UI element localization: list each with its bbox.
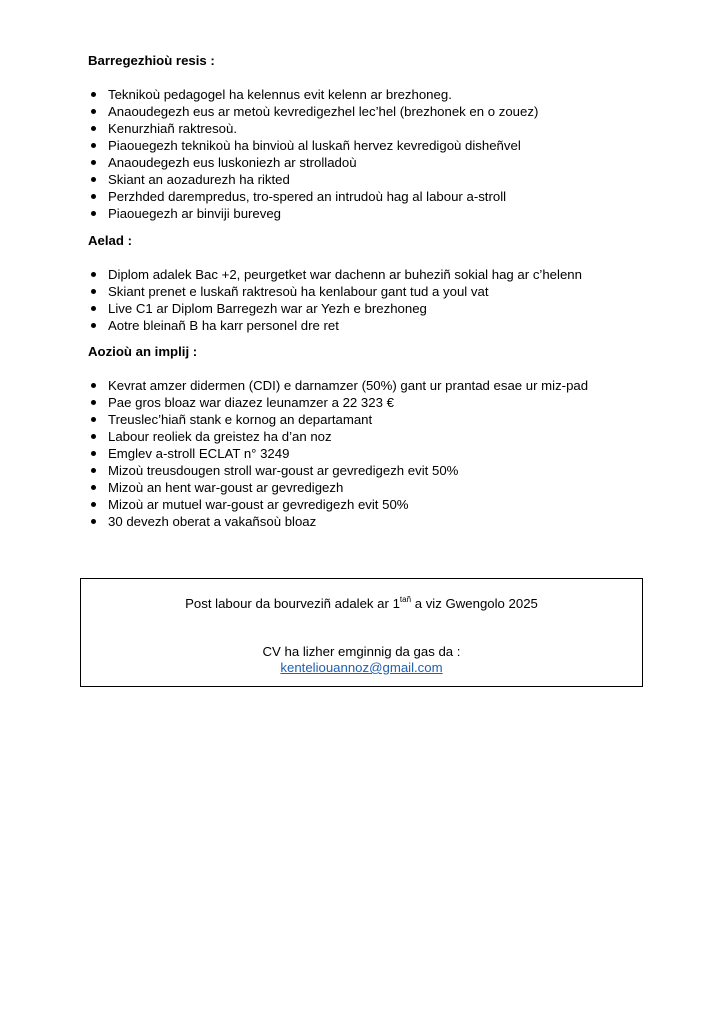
bullet-list	[88, 86, 648, 222]
bullet-icon	[91, 468, 96, 473]
list-item: Skiant prenet e luskañ raktresoù ha kenlabour gant tud a youl vat	[88, 283, 648, 300]
list-item: Mizoù an hent war-goust ar gevredigezh	[88, 479, 648, 496]
list-item: Anaoudegezh eus ar metoù kevredigezhel lec’hel (brezhonek en o zouez)	[88, 103, 648, 120]
list-item: Live C1 ar Diplom Barregezh war ar Yezh e brezhoneg	[88, 300, 648, 317]
contact-box	[80, 578, 643, 687]
bullet-icon	[91, 502, 96, 507]
section-heading: Barregezhioù resis :	[88, 53, 215, 68]
section-conditions	[88, 343, 648, 530]
bullet-icon	[91, 177, 96, 182]
list-item: Piaouegezh teknikoù ha binvioù al luskañ hervez kevredigoù disheñvel	[88, 137, 648, 154]
list-item: Emglev a-stroll ECLAT n° 3249	[88, 445, 648, 462]
bullet-icon	[91, 306, 96, 311]
bullet-icon	[91, 417, 96, 422]
bullet-icon	[91, 109, 96, 114]
list-item: Mizoù treusdougen stroll war-goust ar gevredigezh evit 50%	[88, 462, 648, 479]
list-item: Pae gros bloaz war diazez leunamzer a 22 323 €	[88, 394, 648, 411]
email-link[interactable]: kenteliouannoz@gmail.com	[280, 660, 443, 675]
list-item: Anaoudegezh eus luskoniezh ar strolladoù	[88, 154, 648, 171]
application-instruction: CV ha lizher emginnig da gas da :	[262, 644, 461, 659]
list-item: Kenurzhiañ raktresoù.	[88, 120, 648, 137]
bullet-icon	[91, 434, 96, 439]
bullet-icon	[91, 383, 96, 388]
bullet-icon	[91, 519, 96, 524]
bullet-icon	[91, 451, 96, 456]
list-item: Aotre bleinañ B ha karr personel dre ret	[88, 317, 648, 334]
list-item: Diplom adalek Bac +2, peurgetket war dachenn ar buheziñ sokial hag ar c’helenn	[88, 266, 648, 283]
bullet-icon	[91, 400, 96, 405]
bullet-icon	[91, 143, 96, 148]
list-item: Kevrat amzer didermen (CDI) e darnamzer (50%) gant ur prantad esae ur miz-pad	[88, 377, 648, 394]
section-heading: Aozioù an implij :	[88, 344, 198, 359]
list-item: Labour reoliek da greistez ha d’an noz	[88, 428, 648, 445]
list-item: Teknikoù pedagogel ha kelennus evit kelenn ar brezhoneg.	[88, 86, 648, 103]
list-item: 30 devezh oberat a vakañsoù bloaz	[88, 513, 648, 530]
bullet-list	[88, 377, 648, 530]
section-profile	[88, 232, 648, 334]
bullet-icon	[91, 485, 96, 490]
list-item: Skiant an aozadurezh ha rikted	[88, 171, 648, 188]
bullet-icon	[91, 126, 96, 131]
bullet-icon	[91, 323, 96, 328]
email-line	[81, 659, 642, 676]
section-skills	[88, 52, 648, 222]
list-item: Piaouegezh ar binviji bureveg	[88, 205, 648, 222]
start-date-line: Post labour da bourveziñ adalek ar $1^{tañ}$ a viz Gwengolo 2025	[185, 595, 538, 611]
bullet-icon	[91, 160, 96, 165]
list-item: Perzhded darempredus, tro-spered an intrudoù hag al labour a-stroll	[88, 188, 648, 205]
bullet-icon	[91, 92, 96, 97]
bullet-icon	[91, 211, 96, 216]
bullet-icon	[91, 272, 96, 277]
bullet-icon	[91, 194, 96, 199]
section-heading: Aelad :	[88, 233, 132, 248]
list-item: Treuslec’hiañ stank e kornog an departamant	[88, 411, 648, 428]
bullet-list	[88, 266, 648, 334]
bullet-icon	[91, 289, 96, 294]
list-item: Mizoù ar mutuel war-goust ar gevredigezh evit 50%	[88, 496, 648, 513]
